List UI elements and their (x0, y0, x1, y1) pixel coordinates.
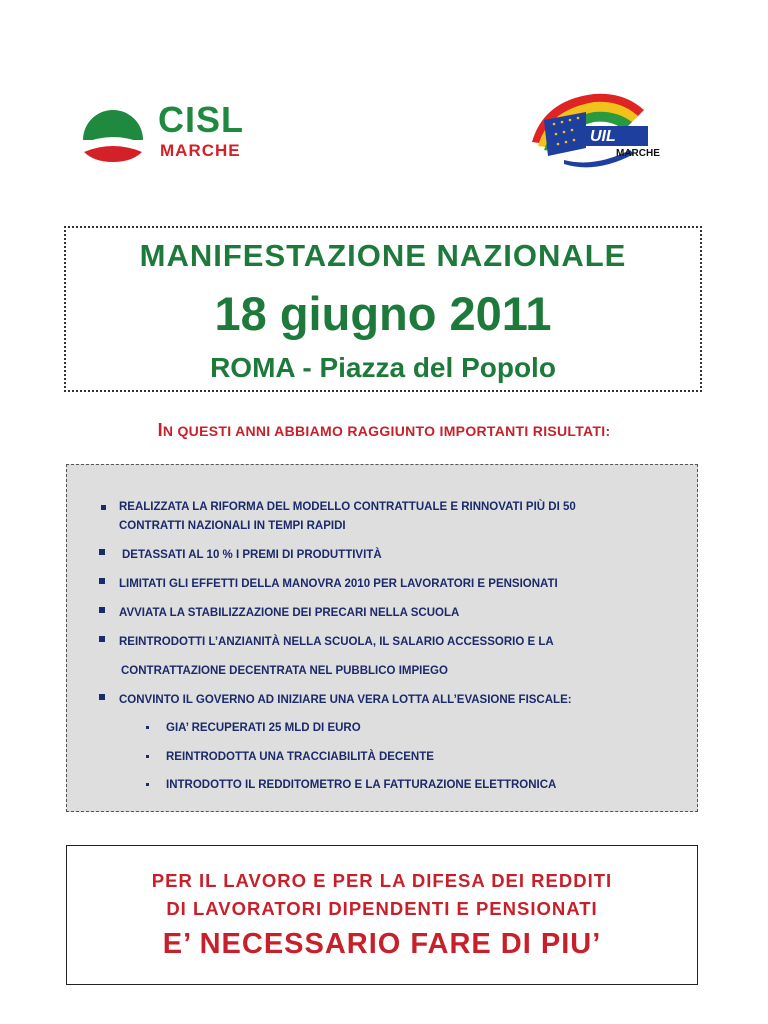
list-item: CONVINTO IL GOVERNO AD INIZIARE UNA VERA LOTTA ALL’EVASIONE FISCALE: (119, 694, 572, 706)
cisl-logo (80, 96, 265, 170)
results-intro-n: N (162, 423, 174, 439)
sub-list-item: REINTRODOTTA UNA TRACCIABILITÀ DECENTE (166, 751, 434, 763)
sub-list-item: INTRODOTTO IL REDDITOMETRO E LA FATTURAZIONE ELETTRONICA (166, 779, 557, 791)
list-item: AVVIATA LA STABILIZZAZIONE DEI PRECARI NELLA SCUOLA (119, 607, 460, 619)
sub-list-item: GIA’ RECUPERATI 25 MLD DI EURO (166, 722, 361, 734)
sub-bullet-icon (146, 726, 149, 729)
results-intro-text: QUESTI ANNI ABBIAMO RAGGIUNTO IMPORTANTI RISULTATI: (173, 423, 611, 439)
list-item: LIMITATI GLI EFFETTI DELLA MANOVRA 2010 PER LAVORATORI E PENSIONATI (119, 578, 558, 590)
list-item: DETASSATI AL 10 % I PREMI DI PRODUTTIVITÀ (122, 549, 382, 561)
bullet-icon (99, 694, 105, 700)
results-intro (0, 420, 768, 441)
results-intro-initial: I (157, 420, 163, 440)
call-line-1: PER IL LAVORO E PER LA DIFESA DEI REDDITI (151, 870, 613, 891)
event-header-box (64, 226, 702, 392)
uil-region: MARCHE (616, 148, 660, 159)
cisl-mark-icon (80, 100, 146, 164)
list-item: REINTRODOTTI L’ANZIANITÀ NELLA SCUOLA, IL SALARIO ACCESSORIO E LA (119, 636, 554, 648)
cisl-name: CISL (158, 99, 245, 140)
bullet-icon (99, 636, 105, 642)
event-title: MANIFESTAZIONE NAZIONALE (139, 238, 627, 273)
list-item: REALIZZATA LA RIFORMA DEL MODELLO CONTRATTUALE E RINNOVATI PIÙ DI 50 (119, 501, 576, 513)
list-item: CONTRATTI NAZIONALI IN TEMPI RAPIDI (119, 520, 346, 532)
call-headline: E’ NECESSARIO FARE DI PIU’ (162, 928, 602, 960)
sub-bullet-icon (146, 783, 149, 786)
event-place: ROMA - Piazza del Popolo (210, 352, 556, 383)
call-to-action-box (66, 845, 698, 985)
svg-text:UIL: UIL (590, 128, 616, 145)
bullet-icon (101, 505, 106, 510)
bullet-icon (99, 607, 105, 613)
list-item: CONTRATTAZIONE DECENTRATA NEL PUBBLICO IMPIEGO (121, 665, 448, 677)
call-line-2: DI LAVORATORI DIPENDENTI E PENSIONATI (166, 898, 598, 919)
bullet-icon (99, 578, 105, 584)
bullet-icon (99, 549, 105, 555)
results-box (66, 464, 698, 812)
sub-bullet-icon (146, 755, 149, 758)
event-date: 18 giugno 2011 (214, 287, 552, 340)
cisl-region: MARCHE (160, 141, 241, 160)
uil-logo (524, 90, 669, 170)
